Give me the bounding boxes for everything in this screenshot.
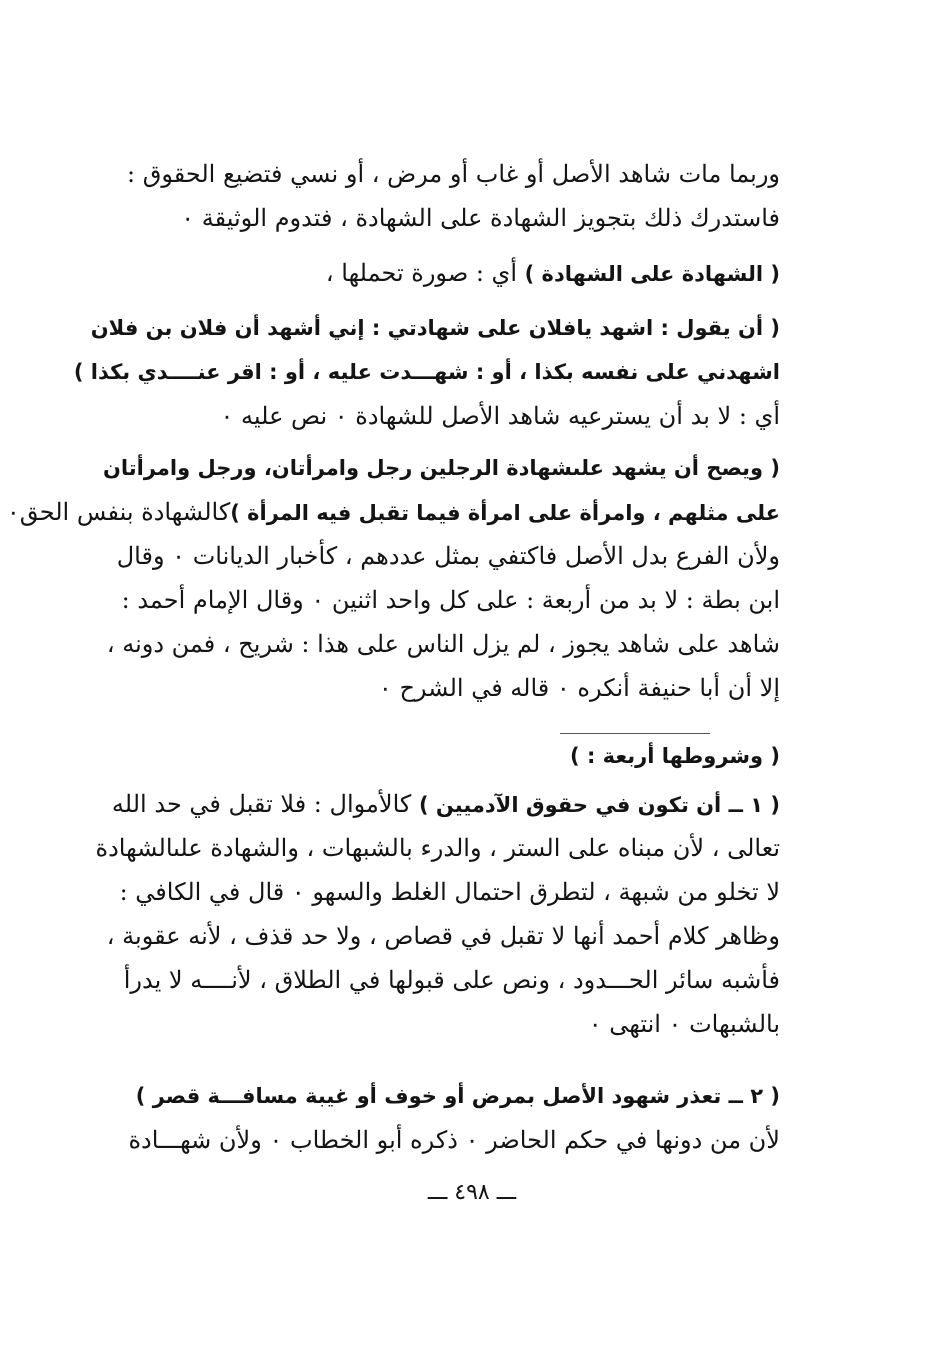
text-line: فأشبه سائر الحـــدود ، ونص على قبولها في الطلاق ، لأنــــه لا يدرأ [123, 966, 780, 994]
condition-one [95, 782, 780, 1046]
text-line: فاستدرك ذلك بتجويز الشهادة على الشهادة ، فتدوم الوثيقة ٠ [181, 204, 780, 232]
section-heading [112, 251, 780, 295]
text-line-bold: ( ويصح أن يشهد علىشهادة الرجلين رجل وامرأتان، ورجل وامرأتان [102, 456, 780, 480]
text-line-bold: اشهدني على نفسه بكذا ، أو : شهـــدت عليه ، أو : اقر عنــــدي بكذا ) [73, 360, 780, 384]
heading-normal: أي : صورة تحملها ، [325, 259, 517, 287]
text-line: بالشبهات ٠ انتهى ٠ [588, 1010, 780, 1038]
text-line: وربما مات شاهد الأصل أو غاب أو مرض ، أو نسي فتضيع الحقوق : [126, 160, 780, 188]
text-normal-part: كالأموال : فلا تقبل في حد الله [111, 790, 412, 818]
text-line-mixed [6, 490, 780, 534]
conditions-heading [112, 734, 780, 778]
heading-line: ( وشروطها أربعة : ) [570, 744, 780, 768]
text-line: لأن من دونها في حكم الحاضر ٠ ذكره أبو الخطاب ٠ ولأن شهـــادة [128, 1126, 780, 1154]
text-line: ولأن الفرع بدل الأصل فاكتفي بمثل عددهم ، كأخبار الديانات ٠ وقال [116, 542, 780, 570]
page-number: ـــ ٤٩٨ ـــ [427, 1180, 517, 1205]
text-line: وظاهر كلام أحمد أنها لا تقبل في قصاص ، ولا حد قذف ، لأنه عقوبة ، [106, 922, 780, 950]
text-line: إلا أن أبا حنيفة أنكره ٠ قاله في الشرح ٠ [378, 674, 780, 702]
text-line-bold: ( أن يقول : اشهد يافلان على شهادتي : إني أشهد أن فلان بن فلان [90, 316, 780, 340]
text-line: شاهد على شاهد يجوز ، لم يزل الناس على هذا : شريح ، فمن دونه ، [106, 630, 780, 658]
paragraph-validity [6, 446, 780, 710]
text-normal-part: كالشهادة بنفس الحق٠ [6, 498, 231, 526]
condition-title: ( ١ ــ أن تكون في حقوق الآدميين ) [418, 793, 780, 817]
condition-title: ( ٢ ــ تعذر شهود الأصل بمرض أو خوف أو غيبة مسافـــة قصر ) [135, 1084, 780, 1108]
text-line: تعالى ، لأن مبناه على الستر ، والدرء بالشبهات ، والشهادة علىالشهادة [95, 834, 780, 862]
heading-line [112, 251, 780, 295]
text-line: لا تخلو من شبهة ، لتطرق احتمال الغلط والسهو ٠ قال في الكافي : [119, 878, 780, 906]
paragraph-form [73, 306, 780, 438]
heading-bold: ( الشهادة على الشهادة ) [524, 262, 780, 286]
text-line-mixed [112, 782, 780, 826]
text-bold-part: على مثلهم ، وامرأة على امرأة فيما تقبل فيه المرأة ) [230, 501, 780, 525]
text-line: أي : لا بد أن يسترعيه شاهد الأصل للشهادة ٠ نص عليه ٠ [220, 402, 780, 430]
paragraph-intro [112, 152, 780, 240]
condition-two [112, 1074, 780, 1162]
text-line: ابن بطة : لا بد من أربعة : على كل واحد اثنين ٠ وقال الإمام أحمد : [121, 586, 780, 614]
